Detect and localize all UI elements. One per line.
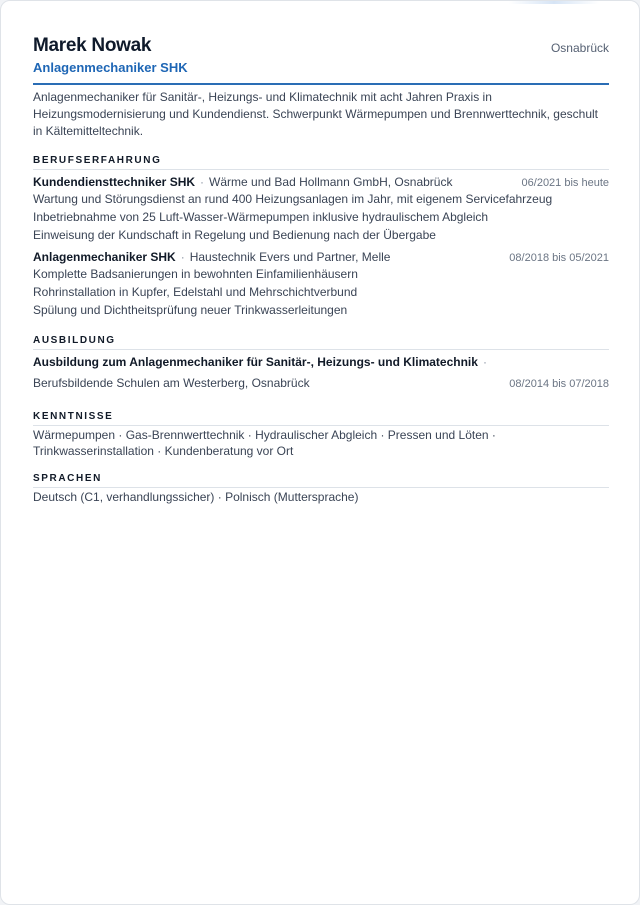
job-heading [33,250,609,265]
separator-dot: · [482,355,487,369]
section-heading-skills: KENNTNISSE [33,410,609,426]
education-entry [33,355,609,391]
job-heading [33,175,609,190]
profile-summary: Anlagenmechaniker für Sanitär-, Heizungs- und Klimatechnik mit acht Jahren Praxis in Heizungsmodernisierung und Kundendienst. Schwerpunkt Wärmepumpen und Brennwerttechnik, geschult in Kältemitteltechnik. [33,90,598,138]
separator-dot: · [200,175,205,189]
section-heading-experience: BERUFSERFAHRUNG [33,154,609,170]
job-employer: Wärme und Bad Hollmann GmbH, Osnabrück [209,175,453,189]
education-degree: Ausbildung zum Anlagenmechaniker für Sanitär-, Heizungs- und Klimatechnik [33,355,478,369]
languages-list: Deutsch (C1, verhandlungssicher) · Polnisch (Muttersprache) [33,490,359,504]
top-edge-glow [509,1,599,4]
job-title: Anlagenmechaniker SHK [33,250,176,264]
separator-dot: · [180,250,185,264]
job-bullet: Komplette Badsanierungen in bewohnten Einfamilienhäusern [33,267,358,281]
section-heading-education: AUSBILDUNG [33,334,609,350]
skills-list: Wärmepumpen · Gas-Brennwerttechnik · Hydraulischer Abgleich · Pressen und Löten · Trinkwasserinstallation · Kundenberatung vor Ort [33,428,496,458]
resume-header [33,35,609,85]
education-school-line [33,376,609,391]
job-bullet: Wartung und Störungsdienst an rund 400 Heizungsanlagen im Jahr, mit eigenem Servicefahrzeug [33,192,553,206]
candidate-location: Osnabrück [550,41,609,55]
job-employer: Haustechnik Evers und Partner, Melle [189,250,391,264]
job-dates: 06/2021 bis heute [521,177,609,189]
job-bullet: Rohrinstallation in Kupfer, Edelstahl und Mehrschichtverbund [33,285,358,299]
job-dates: 08/2018 bis 05/2021 [509,252,609,264]
education-heading [33,355,609,370]
candidate-name: Marek Nowak [33,35,152,56]
resume-content [33,35,609,505]
experience-entry [33,250,609,319]
section-heading-languages: SPRACHEN [33,472,609,488]
education-dates: 08/2014 bis 07/2018 [509,378,609,390]
experience-entry [33,175,609,244]
job-bullet: Inbetriebnahme von 25 Luft-Wasser-Wärmepumpen inklusive hydraulischem Abgleich [33,210,489,224]
job-bullet: Spülung und Dichtheitsprüfung neuer Trinkwasserleitungen [33,303,348,317]
job-title: Kundendiensttechniker SHK [33,175,196,189]
candidate-title: Anlagenmechaniker SHK [33,60,188,75]
job-bullet: Einweisung der Kundschaft in Regelung und Bedienung nach der Übergabe [33,228,436,242]
education-school: Berufsbildende Schulen am Westerberg, Osnabrück [33,376,310,390]
